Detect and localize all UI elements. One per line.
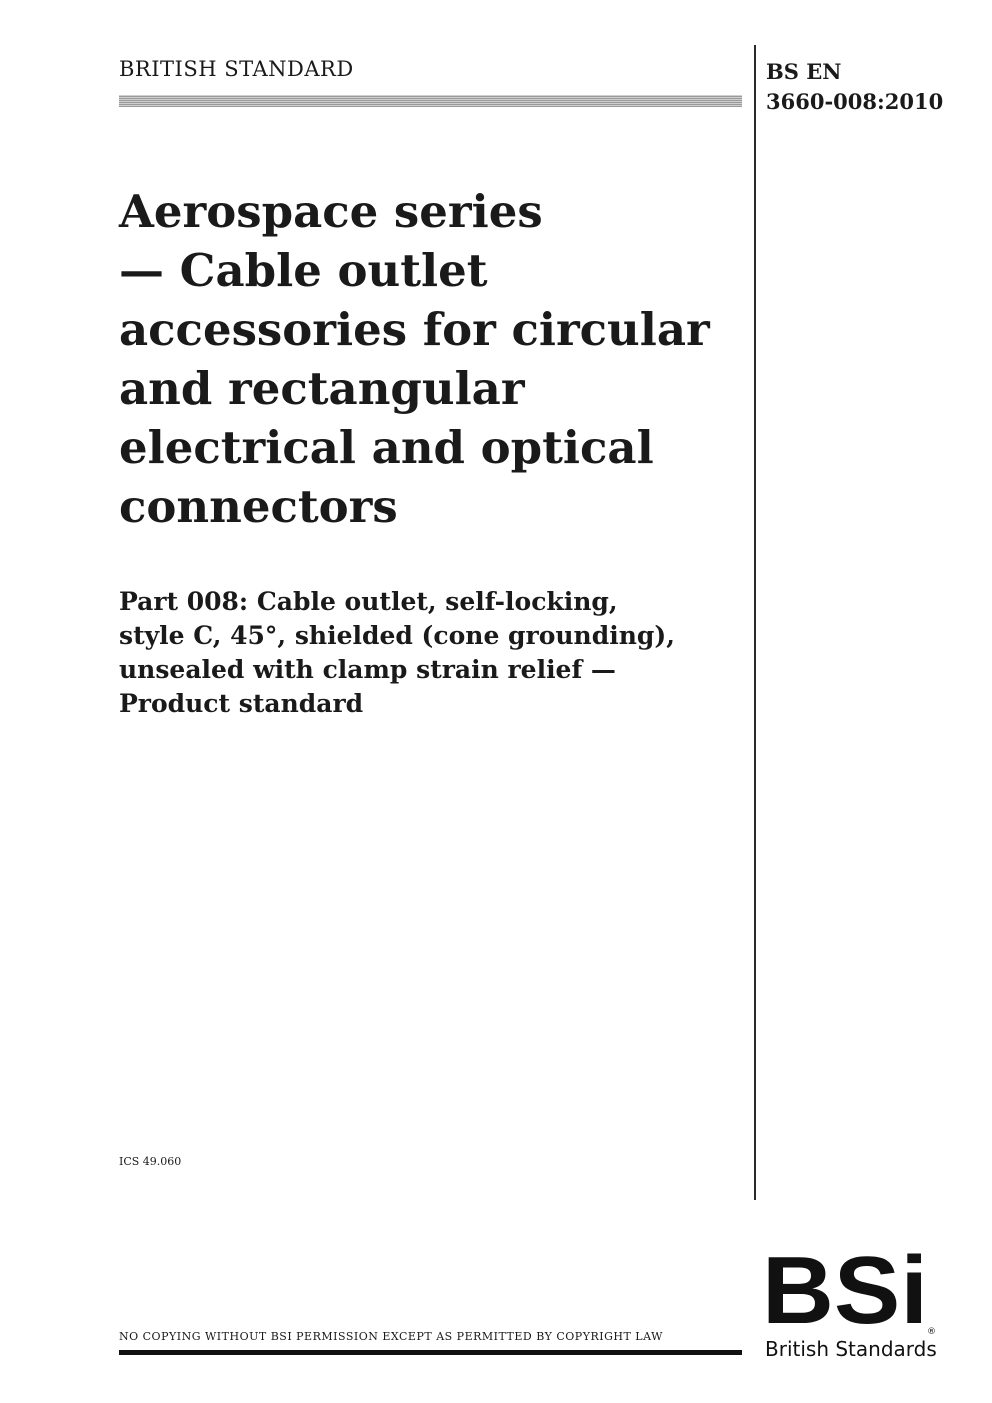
subtitle-line: style C, 45°, shielded (cone grounding), xyxy=(119,621,675,650)
document-number-line1: BS EN xyxy=(766,59,842,84)
title-line: — Cable outlet xyxy=(119,244,488,297)
bsi-tagline: British Standards xyxy=(765,1337,937,1361)
document-number-line2: 3660-008:2010 xyxy=(766,89,944,114)
title-line: accessories for circular xyxy=(119,303,710,356)
document-subtitle xyxy=(119,585,749,721)
copyright-notice: NO COPYING WITHOUT BSI PERMISSION EXCEPT AS PERMITTED BY COPYRIGHT LAW xyxy=(119,1330,663,1343)
title-line: connectors xyxy=(119,480,398,533)
footer-rule xyxy=(119,1350,742,1355)
subtitle-line: Part 008: Cable outlet, self-locking, xyxy=(119,587,618,616)
document-number xyxy=(766,57,966,117)
subtitle-line: unsealed with clamp strain relief — xyxy=(119,655,616,684)
subtitle-line: Product standard xyxy=(119,689,364,718)
series-label: BRITISH STANDARD xyxy=(119,57,354,81)
document-title xyxy=(119,182,749,536)
registered-mark: ® xyxy=(927,1327,936,1337)
title-line: electrical and optical xyxy=(119,421,654,474)
header-rule xyxy=(119,95,742,107)
bsi-logo-mark: BSi xyxy=(762,1252,928,1344)
ics-code: ICS 49.060 xyxy=(119,1155,182,1168)
title-line: and rectangular xyxy=(119,362,525,415)
title-line: Aerospace series xyxy=(119,185,543,238)
vertical-divider xyxy=(754,45,756,1200)
